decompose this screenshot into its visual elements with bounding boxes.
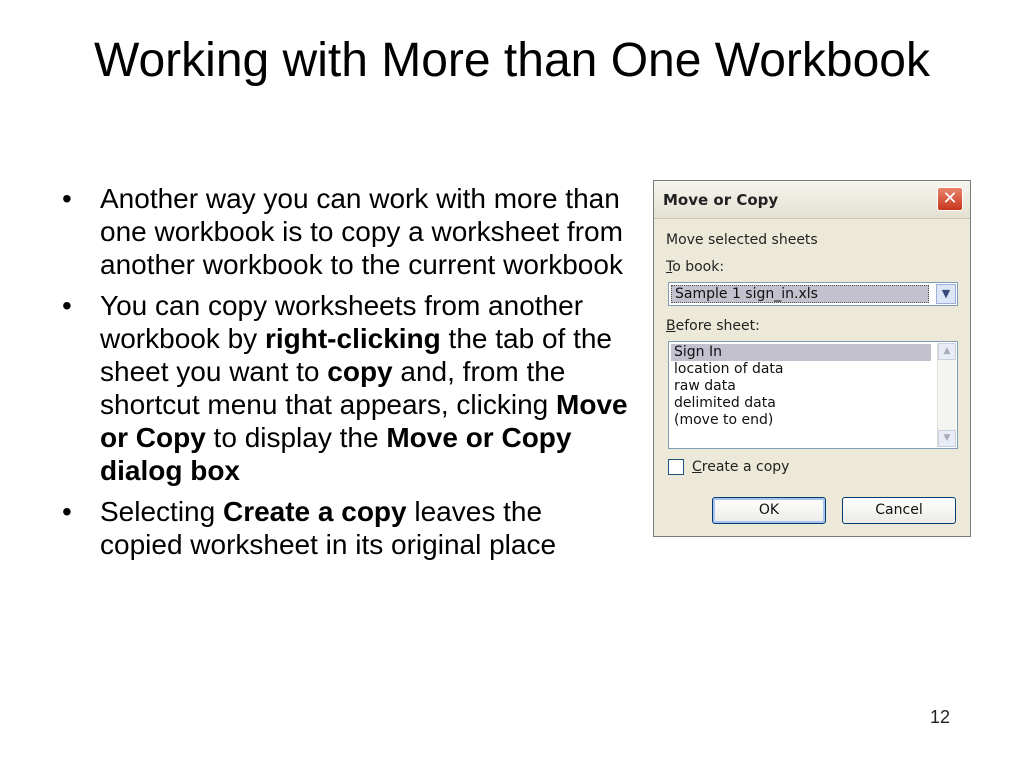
bullet-item xyxy=(62,289,632,487)
bullet-text: Another way you can work with more than one workbook is to copy a worksheet from another workbook to the current workbook xyxy=(100,183,623,280)
move-selected-label: Move selected sheets xyxy=(666,232,818,248)
bullet-bold-text: right-clicking xyxy=(264,323,441,354)
bullet-list xyxy=(62,182,632,569)
bullet-text: to display the xyxy=(205,422,387,453)
bullet-item xyxy=(62,182,632,281)
bullet-dot-icon: • xyxy=(62,183,72,214)
sheet-list-item[interactable]: raw data xyxy=(674,378,736,394)
bullet-bold-text: Move or Copy dialog box xyxy=(100,422,572,486)
bullet-bold-text: Move or Copy xyxy=(100,389,628,453)
sheet-list-item[interactable]: delimited data xyxy=(674,395,776,411)
before-sheet-label: Before sheet: xyxy=(666,318,760,334)
bullet-text: You can copy worksheets from another workbook by xyxy=(100,290,584,354)
cancel-button[interactable]: Cancel xyxy=(842,497,956,524)
to-book-label: To book: xyxy=(666,259,725,275)
dialog-titlebar[interactable] xyxy=(654,181,970,219)
sheet-list-item[interactable]: (move to end) xyxy=(674,412,774,428)
to-book-value: Sample 1 sign_in.xls xyxy=(671,285,929,303)
bullet-text: the tab of the sheet you want to xyxy=(100,323,613,387)
arrow-up-icon[interactable]: ▲ xyxy=(938,343,956,360)
page-number: 12 xyxy=(930,707,951,727)
list-scrollbar[interactable] xyxy=(937,343,956,447)
bullet-text: and, from the shortcut menu that appears, clicking xyxy=(100,356,566,420)
create-copy-checkbox[interactable] xyxy=(668,459,684,475)
bullet-text: leaves the copied worksheet in its original place xyxy=(100,496,557,560)
bullet-dot-icon: • xyxy=(62,496,72,527)
arrow-down-icon[interactable]: ▼ xyxy=(938,430,956,447)
to-book-dropdown[interactable] xyxy=(668,282,958,306)
bullet-bold-text: copy xyxy=(327,356,393,387)
create-copy-label[interactable]: Create a copy xyxy=(692,459,790,475)
dialog-title: Move or Copy xyxy=(663,191,779,209)
close-icon[interactable]: ✕ xyxy=(937,187,963,211)
before-sheet-list[interactable] xyxy=(668,341,958,449)
bullet-bold-text: Create a copy xyxy=(222,496,407,527)
bullet-dot-icon: • xyxy=(62,290,72,321)
bullet-item xyxy=(62,495,632,561)
move-or-copy-dialog xyxy=(653,180,971,537)
sheet-list-item[interactable]: Sign In xyxy=(671,344,931,361)
chevron-down-icon[interactable]: ▼ xyxy=(936,284,956,304)
ok-button[interactable]: OK xyxy=(712,497,826,524)
slide-title: Working with More than One Workbook xyxy=(94,34,930,87)
sheet-list-item[interactable]: location of data xyxy=(674,361,784,377)
bullet-text: Selecting xyxy=(100,496,223,527)
